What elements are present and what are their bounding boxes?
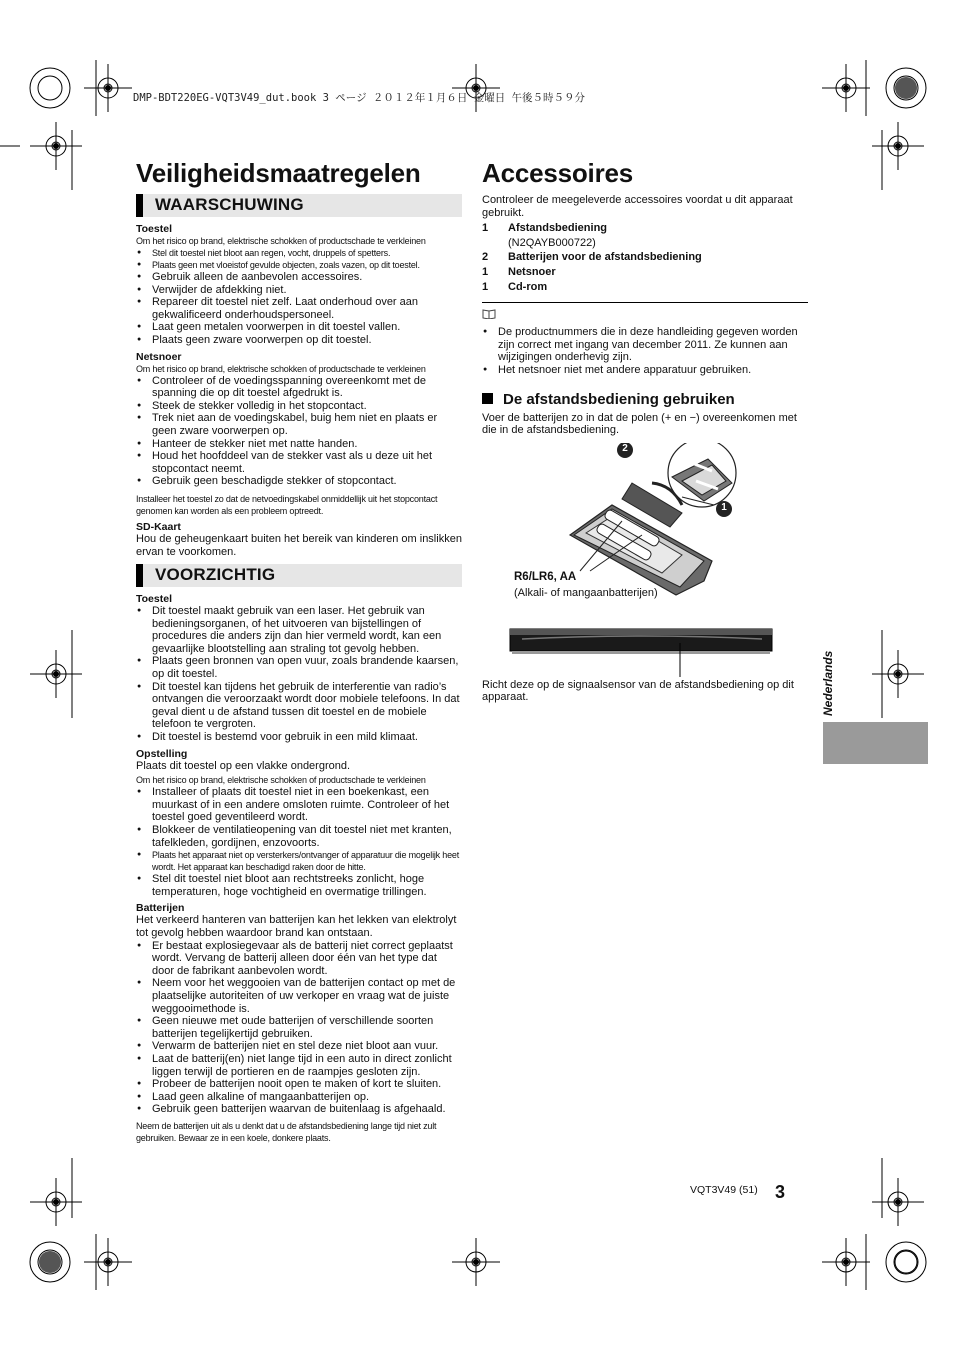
list-item: ● Plaats geen met vloeistof gevulde objecten, zoals vazen, op dit toestel. — [136, 259, 462, 271]
sensor-instruction: Richt deze op de signaalsensor van de afstandsbediening op dit apparaat. — [482, 678, 794, 704]
list-item: ● Plaats het apparaat niet op versterkers/ontvanger of apparatuur die mogelijk heet wordt. Het apparaat kan beschadigd raken door de hitte. — [136, 849, 462, 873]
file-header-line: DMP-BDT220EG-VQT3V49_dut.book 3 ページ ２０１２年１月６日 金曜日 午後５時５９分 — [133, 92, 586, 104]
accessories-title: Accessoires — [482, 158, 634, 188]
list-item: ● Dit toestel maakt gebruik van een laser. Het gebruik van bedieningsorganen, of het uitvoeren van bijstellingen of procedures die anders zijn dan hier vermeld wordt, kan een gevaarlijke blootstelling aan straling tot gevolg hebben. — [136, 605, 462, 655]
accessories-list — [482, 221, 808, 294]
list-item: ● Laad geen alkaline of mangaanbatterijen op. — [136, 1091, 462, 1104]
list-item: ● De productnummers die in deze handleiding gegeven worden zijn correct met ingang van december 2011. Ze kunnen aan wijzigingen onderhevig zijn. — [482, 326, 808, 364]
list-item: ● Plaats geen bronnen van open vuur, zoals brandende kaarsen, op dit toestel. — [136, 655, 462, 680]
accessories-column — [482, 158, 808, 704]
batterijen-list — [136, 940, 462, 1116]
opstelling-title: Opstelling — [136, 747, 188, 760]
accessory-qty: 2 — [482, 251, 489, 264]
accessory-qty: 1 — [482, 280, 489, 293]
accessory-qty: 1 — [482, 222, 489, 235]
page-number: 3 — [775, 1182, 786, 1202]
player-drawing — [482, 623, 808, 679]
language-tab-label — [818, 640, 840, 718]
list-item: ● Trek niet aan de voedingskabel, buig hem niet en plaats er geen zware voorwerpen op. — [136, 412, 462, 437]
accessory-qty: 1 — [482, 265, 489, 278]
netsnoer-intro: Om het risico op brand, elektrische schokken of productschade te verkleinen — [136, 363, 426, 374]
battery-type-sub: (Alkali- of mangaanbatterijen) — [514, 586, 658, 599]
remote-heading-text: De afstandsbediening gebruiken — [503, 390, 735, 408]
safety-column — [136, 158, 462, 1144]
list-item: ● Laat geen metalen voorwerpen in dit toestel vallen. — [136, 321, 462, 334]
warning-toestel-list — [136, 247, 462, 347]
list-item: ● Repareer dit toestel niet zelf. Laat onderhoud over aan gekwalificeerd onderhoudspersoneel. — [136, 296, 462, 321]
warning-heading: WAARSCHUWING — [136, 194, 462, 217]
notes-list — [482, 326, 808, 376]
footer-code: VQT3V49 (51) — [690, 1184, 758, 1196]
list-item: ● Hanteer de stekker niet met natte handen. — [136, 438, 462, 451]
caution-heading: VOORZICHTIG — [136, 564, 462, 587]
language-tab — [823, 722, 928, 764]
list-item: ● Verwijder de afdekking niet. — [136, 284, 462, 297]
warning-toestel-intro: Om het risico op brand, elektrische schokken of productschade te verkleinen — [136, 236, 426, 246]
remote-section-heading — [482, 391, 808, 408]
accessories-intro: Controleer de meegeleverde accessoires voordat u dit apparaat gebruikt. — [482, 194, 793, 219]
battery-type-label: R6/LR6, AA — [514, 570, 577, 583]
accessory-row — [482, 221, 808, 236]
list-item: ● Stel dit toestel niet bloot aan rechtstreeks zonlicht, hoge temperaturen, hoge vochtigheid en overmatige trillingen. — [136, 873, 462, 898]
list-item: ● Dit toestel kan tijdens het gebruik de interferentie van radio’s ontvangen die veroorzaakt wordt door mobiele telefoons. In dat geval dient u de afstand tussen dit toestel en de mobiele telefoon te vergroten. — [136, 681, 462, 731]
list-item: ● Probeer de batterijen nooit open te maken of kort te sluiten. — [136, 1078, 462, 1091]
netsnoer-title: Netsnoer — [136, 350, 182, 363]
accessory-code: (N2QAYB000722) — [508, 236, 596, 249]
accessory-qty-empty — [482, 236, 508, 251]
list-item: ● Gebruik geen beschadigde stekker of stopcontact. — [136, 475, 462, 488]
list-item: ● Steek de stekker volledig in het stopcontact. — [136, 400, 462, 413]
player-illustration — [482, 623, 808, 679]
accessory-row — [482, 250, 808, 265]
batterijen-title: Batterijen — [136, 902, 185, 915]
accessory-name: Cd-rom — [508, 280, 548, 293]
sdkaart-title: SD-Kaart — [136, 520, 181, 533]
accessory-row — [482, 236, 808, 251]
list-item: ● Dit toestel is bestemd voor gebruik in een mild klimaat. — [136, 731, 462, 744]
list-item: ● Verwarm de batterijen niet en stel deze niet bloot aan vuur. — [136, 1040, 462, 1053]
accessory-name: Afstandsbediening — [508, 222, 608, 235]
remote-battery-illustration — [482, 443, 808, 623]
list-item: ● Laat de batterij(en) niet lange tijd in een auto in direct zonlicht liggen terwijl de portieren en de raampjes gesloten zijn. — [136, 1053, 462, 1078]
step-2-badge: 2 — [622, 442, 628, 454]
opstelling-list — [136, 786, 462, 898]
netsnoer-outro: Installeer het toestel zo dat de netvoedingskabel onmiddellijk uit het stopcontact genomen kan worden als een probleem optreedt. — [136, 493, 438, 516]
sdkaart-text: Hou de geheugenkaart buiten het bereik van kinderen om inslikken ervan te voorkomen. — [136, 532, 462, 558]
list-item: ● Geen nieuwe met oude batterijen of verschillende soorten batterijen tegelijkertijd gebruiken. — [136, 1015, 462, 1040]
list-item: ● Er bestaat explosiegevaar als de batterij niet correct geplaatst wordt. Vervang de batterij alleen door één van het type dat door de fabrikant aanbevolen wordt. — [136, 940, 462, 978]
list-item: ● Houd het hoofddeel van de stekker vast als u deze uit het stopcontact neemt. — [136, 450, 462, 475]
warning-toestel-title: Toestel — [136, 223, 172, 235]
safety-title: Veiligheidsmaatregelen — [136, 158, 421, 188]
square-bullet-icon — [482, 393, 493, 404]
caution-toestel-title: Toestel — [136, 593, 172, 606]
list-item: ● Controleer of de voedingsspanning overeenkomt met de spanning die op dit toestel afgedrukt is. — [136, 375, 462, 400]
list-item: ● Blokkeer de ventilatieopening van dit toestel niet met kranten, tafelkleden, gordijnen, enzovoorts. — [136, 824, 462, 849]
opstelling-intro: Om het risico op brand, elektrische schokken of productschade te verkleinen — [136, 775, 426, 786]
list-item: ● Plaats geen zware voorwerpen op dit toestel. — [136, 334, 462, 347]
note-book-icon — [482, 309, 808, 322]
language-label-text: Nederlands — [821, 650, 835, 716]
remote-section-text: Voer de batterijen zo in dat de polen (+ en −) overeenkomen met die in de afstandsbediening. — [482, 411, 797, 437]
list-item: ● Stel dit toestel niet bloot aan regen, vocht, druppels of spetters. — [136, 247, 462, 259]
batterijen-outro: Neem de batterijen uit als u denkt dat u de afstandsbediening lange tijd niet zult gebruiken. Bewaar ze in een koele, donkere plaats. — [136, 1120, 437, 1143]
list-item: ● Installeer of plaats dit toestel niet in een boekenkast, een muurkast of in een andere omsloten ruimte. Controleer of het toestel goed geventileerd wordt. — [136, 786, 462, 824]
step-1-badge: 1 — [721, 501, 727, 513]
batterijen-text: Het verkeerd hanteren van batterijen kan het lekken van elektrolyt tot gevolg hebben waardoor brand kan ontstaan. — [136, 914, 457, 939]
list-item: ● Het netsnoer niet met andere apparatuur gebruiken. — [482, 364, 808, 377]
list-item: ● Gebruik alleen de aanbevolen accessoires. — [136, 271, 462, 284]
opstelling-text: Plaats dit toestel op een vlakke ondergrond. — [136, 759, 351, 772]
caution-toestel-list — [136, 605, 462, 744]
divider — [482, 302, 808, 303]
list-item: ● Gebruik geen batterijen waarvan de buitenlaag is afgehaald. — [136, 1103, 462, 1116]
netsnoer-list — [136, 375, 462, 488]
accessory-row — [482, 265, 808, 280]
list-item: ● Neem voor het weggooien van de batterijen contact op met de plaatselijke autoriteiten of uw verkoper en vraag wat de juiste weggooimethode is. — [136, 977, 462, 1015]
accessory-name: Batterijen voor de afstandsbediening — [508, 251, 702, 264]
accessory-name: Netsnoer — [508, 265, 556, 278]
accessory-row — [482, 280, 808, 295]
